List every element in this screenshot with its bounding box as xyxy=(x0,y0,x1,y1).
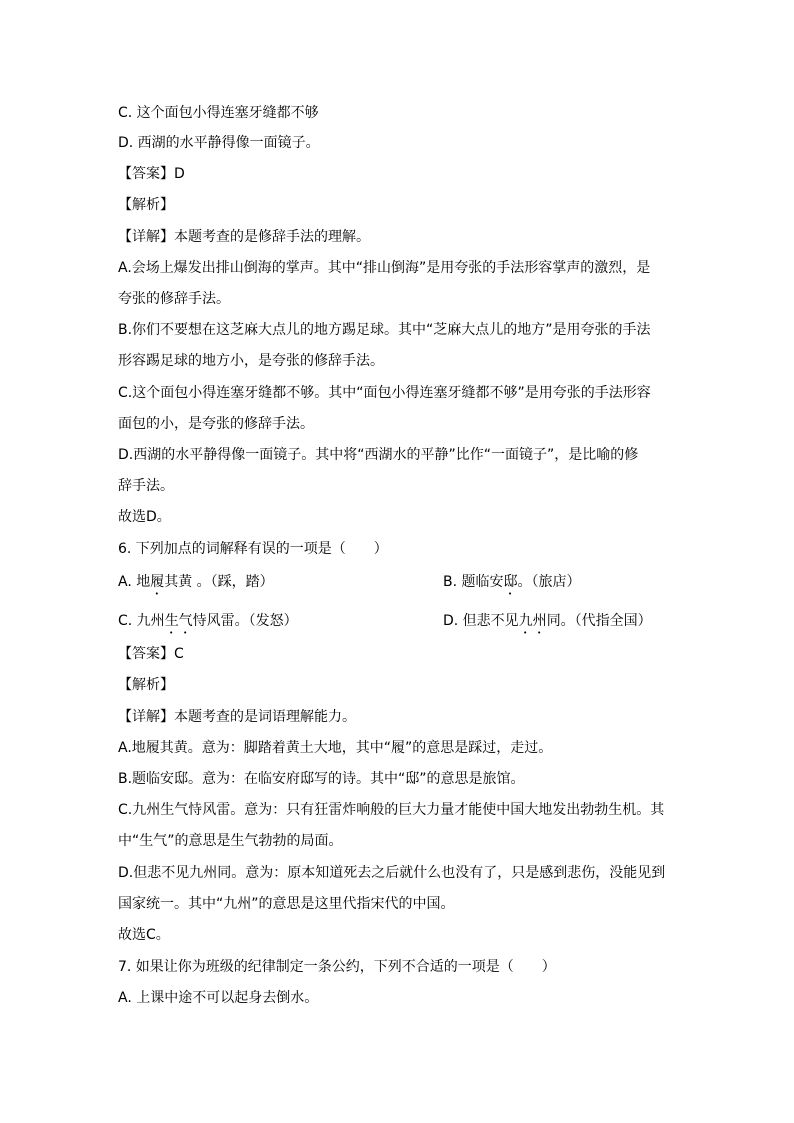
explanation-line: C.九州生气恃风雷。意为：只有狂雷炸响般的巨大力量才能使中国大地发出勃勃生机。其 xyxy=(118,802,665,818)
analysis-label: 【解析】 xyxy=(118,197,174,213)
dotted-word: 履 xyxy=(150,574,165,590)
explanation-line: 中“生气”的意思是生气勃勃的局面。 xyxy=(118,833,343,849)
explanation-line: 面包的小，是夸张的修辞手法。 xyxy=(118,416,314,432)
answer-label: 【答案】D xyxy=(118,166,185,182)
option-c-text: C. 这个面包小得连塞牙缝都不够 xyxy=(118,105,319,121)
detail-text: 【详解】本题考查的是修辞手法的理解。 xyxy=(118,229,370,245)
dotted-word: 生气 xyxy=(164,613,193,629)
question-6-option-b: B. 题临安邸。（旅店） xyxy=(443,574,581,590)
option-d-text: D. 西湖的水平静得像一面镜子。 xyxy=(118,135,320,151)
question-6-option-c: C. 九州生气恃风雷。（发怒） xyxy=(118,613,298,629)
question-6-stem: 6. 下列加点的词解释有误的一项是（ ） xyxy=(118,541,388,557)
question-7-stem: 7. 如果让你为班级的纪律制定一条公约，下列不合适的一项是（ ） xyxy=(118,959,556,975)
explanation-line: B.你们不要想在这芝麻大点儿的地方踢足球。其中“芝麻大点儿的地方”是用夸张的手法 xyxy=(118,322,651,338)
detail-text: 【详解】本题考查的是词语理解能力。 xyxy=(118,709,356,725)
explanation-line: 辞手法。 xyxy=(118,478,174,494)
explanation-line: D.但悲不见九州同。意为：原本知道死去之后就什么也没有了，只是感到悲伤，没能见到 xyxy=(118,865,666,881)
explanation-line: A.会场上爆发出排山倒海的掌声。其中“排山倒海”是用夸张的手法形容掌声的激烈，是 xyxy=(118,260,651,276)
question-6-option-d: D. 但悲不见九州同。（代指全国） xyxy=(443,613,652,629)
explanation-line: B.题临安邸。意为：在临安府邸写的诗。其中“邸”的意思是旅馆。 xyxy=(118,771,525,787)
question-7-option-a: A. 上课中途不可以起身去倒水。 xyxy=(118,990,319,1006)
analysis-label: 【解析】 xyxy=(118,677,174,693)
dotted-word: 邸 xyxy=(503,574,518,590)
explanation-line: D.西湖的水平静得像一面镜子。其中将“西湖水的平静”比作“一面镜子”，是比喻的修 xyxy=(118,447,639,463)
explanation-line: C.这个面包小得连塞牙缝都不够。其中“面包小得连塞牙缝都不够”是用夸张的手法形容 xyxy=(118,385,651,401)
explanation-line: 国家统一。其中“九州”的意思是这里代指宋代的中国。 xyxy=(118,896,455,912)
dotted-word: 九州 xyxy=(518,613,547,629)
question-6-option-a: A. 地履其黄 。（踩，踏） xyxy=(118,574,274,590)
answer-label: 【答案】C xyxy=(118,646,184,662)
conclusion-text: 故选C。 xyxy=(118,927,170,943)
explanation-line: A.地履其黄。意为：脚踏着黄土大地，其中“履”的意思是踩过，走过。 xyxy=(118,740,553,756)
explanation-line: 夸张的修辞手法。 xyxy=(118,291,230,307)
explanation-line: 形容踢足球的地方小，是夸张的修辞手法。 xyxy=(118,353,384,369)
conclusion-text: 故选D。 xyxy=(118,509,171,525)
